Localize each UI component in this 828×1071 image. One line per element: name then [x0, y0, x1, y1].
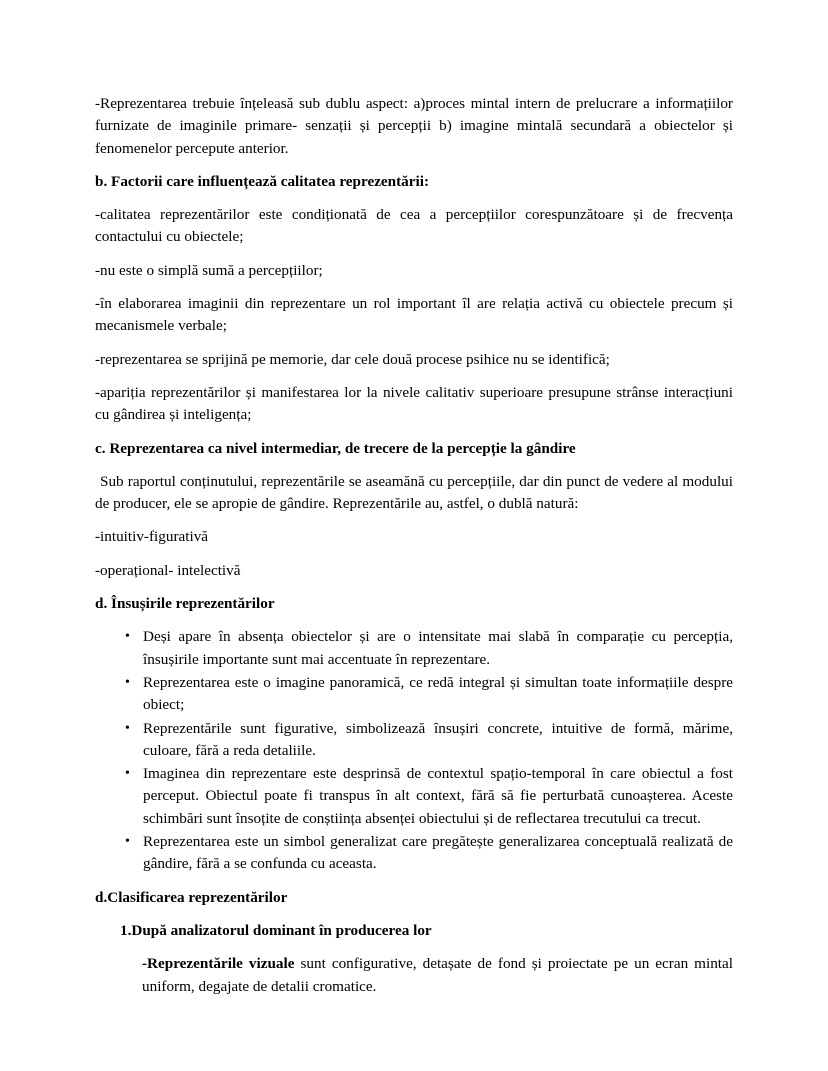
list-item — [95, 626, 733, 671]
list-item — [95, 831, 733, 876]
paragraph-b-item-3: -în elaborarea imaginii din reprezentare un rol important îl are relația activă cu obiectele precum și mecanismele verbale; — [95, 295, 733, 335]
paragraph-c-nature-intuitiv: -intuitiv-figurativă — [95, 528, 209, 546]
paragraph-reprezentarile-vizuale — [142, 953, 733, 998]
heading-c-reprezentarea: c. Reprezentarea ca nivel intermediar, de trecere de la percepție la gândire — [95, 439, 576, 457]
list-item-text: • Deși apare în absența obiectelor și are o intensitate mai slabă în comparație cu percepția, însușirile importante sunt mai accentuate în reprezentare. — [143, 628, 733, 668]
reprezentarile-vizuale-rest: sunt configurative, detașate de fond și proiectate pe un ecran mintal uniform, degajate de detalii cromatice. — [142, 955, 733, 995]
heading-b-factorii: b. Factorii care influențează calitatea reprezentării: — [95, 172, 430, 190]
list-item — [95, 672, 733, 717]
paragraph-b-item-5: -apariția reprezentărilor și manifestarea lor la nivele calitativ superioare presupune strânse interacțiuni cu gândirea și inteligența; — [95, 383, 733, 424]
paragraph-b-item-4: -reprezentarea se sprijină pe memorie, dar cele două procese psihice nu se identifică; — [95, 350, 610, 368]
document-body — [95, 93, 733, 1009]
paragraph-intro: -Reprezentarea trebuie înțeleasă sub dublu aspect: a)proces mintal intern de prelucrare a informațiilor furnizate de imaginile primare- senzații și percepții b) imagine mintală secundară a obiectelor și fenomenelor percepute anterior. — [95, 95, 733, 157]
reprezentarile-vizuale-bold-lead: -Reprezentările vizuale — [142, 955, 295, 973]
heading-d-clasificarea: d.Clasificarea reprezentărilor — [95, 888, 288, 906]
list-item — [95, 718, 733, 763]
list-item-text: • Reprezentările sunt figurative, simbolizează însușiri concrete, intuitive de formă, mărime, culoare, fără a reda detaliile. — [143, 719, 733, 759]
list-item-text: • Imaginea din reprezentare este desprinsă de contextul spațio-temporal în care obiectul a fost perceput. Obiectul poate fi transpus în alt context, fără să fie perturbată cunoașterea. Aceste schimbări sunt însoțite de conștiința absenței obiectului și de reflectarea trecutului ca trecut. — [143, 765, 733, 827]
paragraph-c-nature-operational: -operațional- intelectivă — [95, 561, 241, 579]
list-item-text: • Reprezentarea este o imagine panoramică, ce redă integral și simultan toate informațiile despre obiect; — [143, 673, 733, 714]
paragraph-b-item-2: -nu este o simplă sumă a percepțiilor; — [95, 261, 323, 279]
list-item — [95, 763, 733, 830]
list-item-text: • Reprezentarea este un simbol generalizat care pregătește generalizarea conceptuală realizată de gândire, fără a se confunda cu aceasta. — [143, 833, 733, 873]
paragraph-c-body: Sub raportul conținutului, reprezentările se aseamănă cu percepțiile, dar din punct de vedere al modului de producer, ele se apropie de gândire. Reprezentările au, astfel, o dublă natură: — [95, 472, 733, 513]
paragraph-b-item-1: -calitatea reprezentărilor este condiționată de cea a percepțiilor corespunzătoare și de frecvența contactului cu obiectele; — [95, 206, 733, 246]
heading-d-insusirile: d. Însușirile reprezentărilor — [95, 595, 275, 613]
insusiri-bullet-list — [95, 626, 733, 875]
subheading-1-dupa-analizator: 1.După analizatorul dominant în producerea lor — [120, 921, 432, 939]
